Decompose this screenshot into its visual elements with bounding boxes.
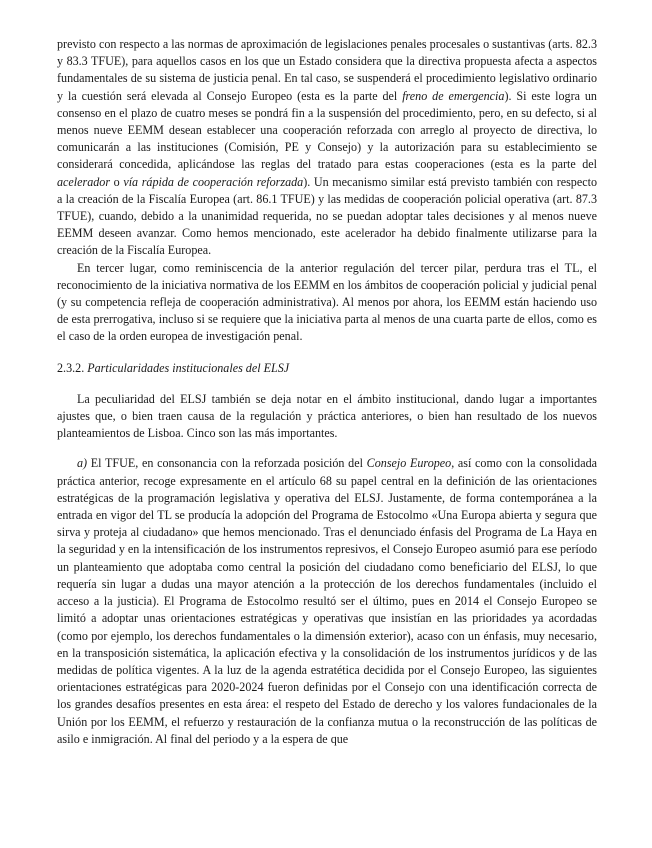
paragraph-text: ). Un mecanismo similar está previsto también con respecto a la creación de la Fiscalía Europea (art. 86.1 TFUE) y las medidas de cooperación policial operativa (art. 87.3 TFUE), cuando, debido a la unanimidad requerida, no se puedan adoptar tales decisiones y al menos nueve EEMM deseen avanzar. Como hemos mencionado, este acelerador ha debido finalmente utilizarse para la creación de la Fiscalía Europea.: [57, 174, 597, 258]
italic-term-fast-track: vía rápida de cooperación reforzada: [123, 174, 304, 189]
paragraph-emergency-brake: [57, 36, 597, 260]
paragraph-institutional-intro: La peculiaridad del ELSJ también se deja notar en el ámbito institucional, dando lugar a importantes ajustes que, o bien traen causa de la regulación y práctica anteriores, o bien han resultado de los nuevos planteamientos de Lisboa. Cinco son las más importantes.: [57, 391, 597, 441]
italic-term-accelerator: acelerador: [57, 174, 111, 189]
section-title: Particularidades institucionales del ELSJ: [87, 360, 290, 375]
paragraph-text: El TFUE, en consonancia con la reforzada posición del: [87, 456, 367, 471]
document-page: [57, 36, 597, 748]
paragraph-text: , así como con la consolidada práctica anterior, recoge expresamente en el artículo 68 su papel central en la definición de las orientaciones estratégicas de la programación legislativa y operativa del ELSJ. Justamente, de forma contemporánea a la entrada en vigor del TL se producía la adopción del Programa de Estocolmo «Una Europa abierta y segura que sirva y proteja al ciudadano» que hemos mencionado. Tras el denunciado énfasis del Programa de La Haya en la seguridad y en la intensificación de los instrumentos represivos, el Consejo Europeo asumió para ese período un planteamiento que adoptaba como central la posición del ciudadano como beneficiario del ELSJ, lo que requería sin lugar a dudas una mayor atención a la protección de los derechos fundamentales (incluido el acceso a la justicia). El Programa de Estocolmo resultó ser el último, pues en 2014 el Consejo Europeo se limitó a adoptar unas orientaciones estratégicas y operativas que insistían en las prioridades ya acordadas (como por ejemplo, los derechos fundamentales o la dimensión exterior), acaso con un énfasis, muy necesario, en la transposición sistemática, la aplicación efectiva y la consolidación de los instrumentos jurídicos y de las medidas de política vigentes. A la luz de la agenda estratética decidida por el Consejo Europeo, las siguientes orientaciones estratégicas para 2020-2024 fueron definidas por el Consejo con una identificación correcta de los grandes desafíos presentes en esta área: el respeto del Estado de derecho y los valores fundacionales de la Unión por los EEMM, el refuerzo y restauración de la confianza mutua o la reconstrucción de las políticas de asilo e inmigración. Al final del periodo y a la espera de que: [57, 456, 597, 746]
paragraph-spacer: [57, 442, 597, 455]
paragraph-text: o: [110, 174, 124, 189]
italic-term-european-council: Consejo Europeo: [366, 456, 452, 471]
section-heading: [57, 360, 597, 377]
section-number: 2.3.2.: [57, 360, 85, 375]
paragraph-member-state-initiative: En tercer lugar, como reminiscencia de la anterior regulación del tercer pilar, perdura tras el TL, el reconocimiento de la iniciativa normativa de los EEMM en los ámbitos de cooperación policial y judicial penal (y su competencia refleja de cooperación administrativa). Al menos por ahora, los EEMM están haciendo uso de esta prerrogativa, incluso si se requiere que la iniciativa parta al menos de una cuarta parte de ellos, como es el caso de la orden europea de investigación penal.: [57, 260, 597, 344]
paragraph-text: ). Si este logra un consenso en el plazo de cuatro meses se pondrá fin a la suspensión del procedimiento, pero, en su defecto, si al menos nueve EEMM desean establecer una cooperación reforzada con arreglo al proyecto de directiva, lo comunicarán a las instituciones (Comisión, PE y Consejo) y la autorización para su establecimiento se considerará concedida, aplicándose las reglas del tratado para estas cooperaciones (esta es la parte del: [57, 88, 597, 172]
list-marker: a): [77, 456, 88, 471]
paragraph-text: previsto con respecto a las normas de aproximación de legislaciones penales procesales o sustantivas (arts. 82.3 y 83.3 TFUE), para aquellos casos en los que un Estado considera que la directiva propuesta afecta a aspectos fundamentales de su sistema de justicia penal. En tal caso, se suspenderá el procedimiento legislativo ordinario y la cuestión será elevada al Consejo Europeo (esta es la parte del: [57, 37, 597, 103]
italic-term-emergency-brake: freno de emergencia: [402, 88, 505, 103]
paragraph-european-council: [57, 455, 597, 747]
